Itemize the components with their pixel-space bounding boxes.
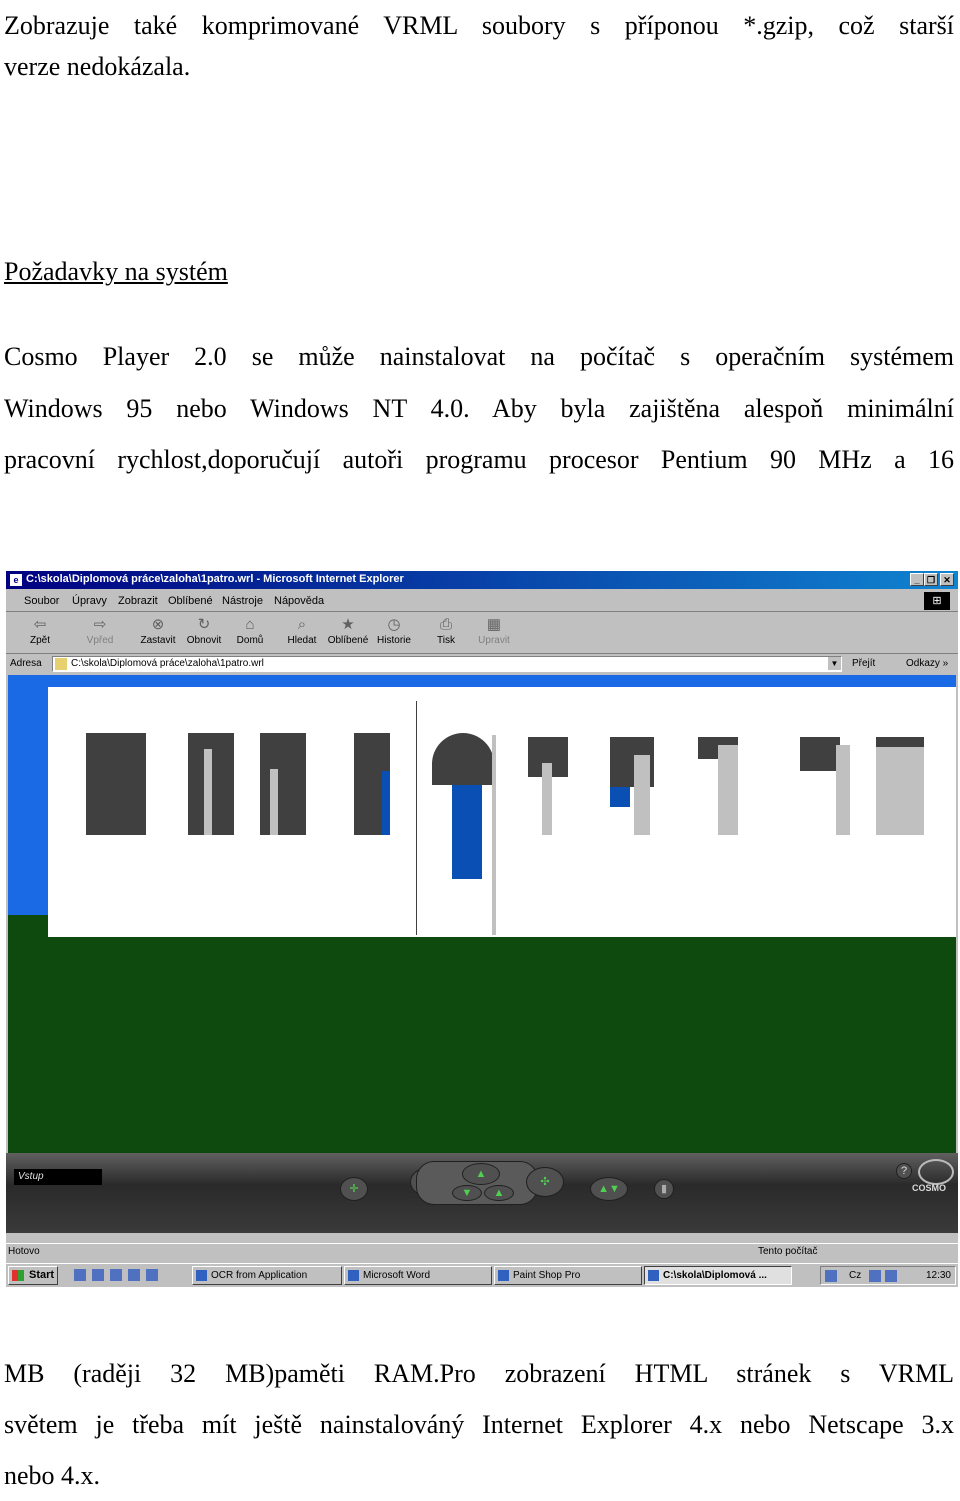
address-input[interactable]: C:\skola\Diplomová práce\zaloha\1patro.wrl — [52, 656, 842, 672]
straighten-icon[interactable]: ▮ — [654, 1179, 674, 1199]
cosmo-swirl-icon — [918, 1159, 954, 1185]
minimize-icon[interactable]: _ — [910, 573, 924, 586]
word-icon — [348, 1270, 359, 1281]
status-bar — [6, 1243, 958, 1261]
quick-launch-channels-icon[interactable] — [128, 1269, 140, 1281]
tilt-icon[interactable]: ✣ — [526, 1167, 564, 1197]
paintshop-icon — [498, 1270, 509, 1281]
menu-item[interactable]: Nápověda — [274, 595, 325, 607]
folder-icon — [55, 658, 67, 670]
taskbar-item-active[interactable]: C:\skola\Diplomová ... — [644, 1266, 792, 1285]
seek-icon[interactable]: ✛ — [340, 1177, 368, 1201]
paragraph-line: nebo 4.x. — [4, 1461, 101, 1490]
restore-icon[interactable]: ❐ — [924, 573, 938, 586]
edit-button[interactable]: ▦ Upravit — [472, 615, 516, 651]
edit-icon: ▦ — [486, 616, 502, 633]
help-icon[interactable]: ? — [896, 1163, 912, 1179]
menu-bar — [6, 591, 958, 612]
print-button[interactable]: ⎙ Tisk — [424, 615, 468, 651]
home-button[interactable]: ⌂ Domů — [228, 615, 272, 651]
window-frame — [542, 763, 552, 835]
search-icon: ⌕ — [297, 616, 307, 633]
door-frame-line — [416, 701, 417, 935]
clock: 12:30 — [925, 1270, 951, 1281]
menu-item[interactable]: Soubor — [24, 595, 60, 607]
cosmo-dashboard — [6, 1153, 958, 1233]
status-text: Hotovo — [8, 1246, 40, 1257]
window-opening — [800, 737, 840, 771]
print-icon: ⎙ — [439, 616, 452, 633]
move-down-icon[interactable]: ▼ — [452, 1185, 482, 1201]
cosmo-logo: COSMO — [912, 1183, 947, 1193]
window-frame — [634, 755, 650, 835]
paragraph-line: verze nedokázala. — [4, 52, 191, 81]
paragraph-line: Cosmo Player 2.0 se může nainstalovat na počítač s operačním systémem — [4, 342, 954, 371]
go-icon[interactable]: ▲▼ — [590, 1177, 628, 1201]
windows-flag-icon — [12, 1270, 24, 1281]
ie-icon — [648, 1270, 659, 1281]
paragraph-line: MB (raději 32 MB)paměti RAM.Pro zobrazení HTML stránek s VRML — [4, 1359, 954, 1388]
stop-icon: ⊗ — [151, 616, 165, 633]
paragraph-line: světem je třeba mít ještě nainstalováný Internet Explorer 4.x nebo Netscape 3.x — [4, 1410, 954, 1439]
window-opening — [260, 733, 306, 835]
window-frame — [718, 745, 738, 835]
quick-launch-ie-icon[interactable] — [74, 1269, 86, 1281]
vrml-ground — [8, 915, 956, 1153]
quick-launch-word-icon[interactable] — [146, 1269, 158, 1281]
close-icon[interactable]: ✕ — [940, 573, 954, 586]
paragraph-line: pracovní rychlost,doporučují autoři programu procesor Pentium 90 MHz a 16 — [4, 445, 954, 474]
system-tray — [820, 1266, 956, 1285]
menu-item[interactable]: Oblíbené — [168, 595, 213, 607]
vrml-wall — [48, 687, 956, 937]
taskbar-item[interactable]: Paint Shop Pro — [494, 1266, 642, 1285]
start-button[interactable]: Start — [8, 1266, 58, 1285]
history-button[interactable]: ◷ Historie — [372, 615, 416, 651]
history-icon: ◷ — [387, 616, 401, 633]
quick-launch-outlook-icon[interactable] — [92, 1269, 104, 1281]
window-frame — [204, 749, 212, 835]
menu-item[interactable]: Zobrazit — [118, 595, 158, 607]
address-dropdown-icon[interactable]: ▼ — [828, 657, 841, 670]
stop-button[interactable]: ⊗ Zastavit — [136, 615, 180, 651]
quick-launch-desktop-icon[interactable] — [110, 1269, 122, 1281]
refresh-icon: ↻ — [197, 616, 211, 633]
taskbar-item[interactable]: OCR from Application — [192, 1266, 342, 1285]
section-heading: Požadavky na systém — [4, 257, 228, 286]
move-forward-icon[interactable]: ▲ — [462, 1163, 500, 1185]
app-icon — [196, 1270, 207, 1281]
window-title: C:\skola\Diplomová práce\zaloha\1patro.wrl - Microsoft Internet Explorer — [26, 573, 404, 585]
language-indicator[interactable]: Cz — [849, 1270, 862, 1281]
address-bar — [6, 655, 958, 673]
forward-arrow-icon: ⇨ — [93, 616, 107, 633]
viewpoint-field[interactable]: Vstup — [14, 1169, 102, 1185]
go-button[interactable]: Přejít — [852, 658, 876, 669]
window-glass — [610, 787, 630, 807]
favorites-icon: ★ — [341, 616, 355, 633]
home-icon: ⌂ — [245, 616, 255, 633]
window-glass — [382, 771, 390, 835]
favorites-button[interactable]: ★ Oblíbené — [327, 616, 369, 646]
forward-button[interactable]: ⇨ Vpřed — [78, 615, 122, 651]
taskbar-item[interactable]: Microsoft Word — [344, 1266, 492, 1285]
tray-icon[interactable] — [825, 1270, 837, 1282]
taskbar — [6, 1263, 958, 1287]
links-button[interactable]: Odkazy » — [906, 658, 949, 669]
address-label: Adresa — [10, 658, 42, 669]
menu-item[interactable]: Úpravy — [72, 595, 107, 607]
move-up-icon[interactable]: ▲ — [484, 1185, 514, 1201]
paragraph-line: Windows 95 nebo Windows NT 4.0. Aby byla zajištěna alespoň minimální — [4, 394, 954, 423]
door-glass — [452, 785, 482, 879]
tray-icon[interactable] — [885, 1270, 897, 1282]
refresh-button[interactable]: ↻ Obnovit — [182, 615, 226, 651]
tray-icon[interactable] — [869, 1270, 881, 1282]
status-zone: Tento počítač — [758, 1246, 818, 1257]
menu-item[interactable]: Nástroje — [222, 595, 263, 607]
window-frame — [836, 745, 850, 835]
browser-screenshot — [6, 571, 958, 1287]
toolbar — [6, 613, 958, 654]
window-opening — [86, 733, 146, 835]
door-frame — [492, 735, 496, 935]
paragraph-line: Zobrazuje také komprimované VRML soubory s příponou *.gzip, což starší — [4, 11, 954, 40]
back-button[interactable]: ⇦ Zpět — [18, 615, 62, 651]
ie-icon: e — [10, 574, 22, 586]
vrml-viewport[interactable] — [8, 675, 956, 1153]
search-button[interactable]: ⌕ Hledat — [280, 615, 324, 651]
window-frame — [876, 747, 924, 835]
window-frame — [270, 769, 278, 835]
back-arrow-icon: ⇦ — [33, 616, 47, 633]
window-titlebar — [6, 571, 958, 589]
windows-logo-icon: ⊞ — [924, 592, 950, 610]
